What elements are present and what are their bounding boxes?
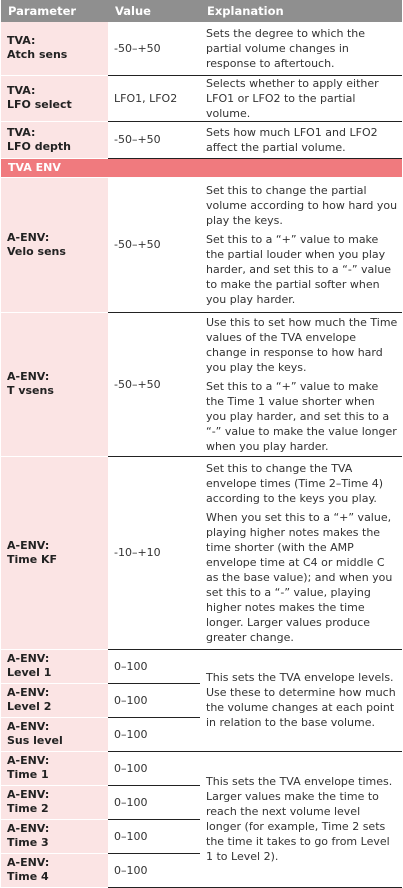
table-row bbox=[1, 312, 402, 456]
param-value: 0–100 bbox=[108, 853, 200, 887]
explanation-paragraph: Set this to a “+” value to make the partial louder when you play harder, and set this to a “-” value to make the partial softer when you play harder. bbox=[206, 232, 392, 306]
param-name: A-ENV: Level 2 bbox=[1, 683, 108, 717]
explanation-paragraph: Set this to change the TVA envelope times (Time 2–Time 4) according to the keys you play. bbox=[206, 461, 384, 505]
param-value: -50–+50 bbox=[108, 22, 200, 75]
header-value: Value bbox=[108, 0, 200, 22]
param-explanation: Sets the degree to which the partial volume changes in response to aftertouch. bbox=[200, 22, 402, 75]
param-name: A-ENV: Sus level bbox=[1, 717, 108, 751]
param-value: -50–+50 bbox=[108, 121, 200, 158]
param-explanation: Sets how much LFO1 and LFO2 affect the partial volume. bbox=[200, 121, 402, 158]
header-explanation: Explanation bbox=[200, 0, 402, 22]
table-row bbox=[1, 75, 402, 121]
param-name: TVA: LFO select bbox=[1, 75, 108, 121]
explanation-paragraph: Set this to change the partial volume according to how hard you play the keys. bbox=[206, 183, 398, 227]
param-value: LFO1, LFO2 bbox=[108, 75, 200, 121]
param-explanation bbox=[200, 312, 402, 456]
table-row bbox=[1, 456, 402, 649]
parameter-table bbox=[1, 0, 402, 888]
param-value: -50–+50 bbox=[108, 312, 200, 456]
param-name: A-ENV: Level 1 bbox=[1, 649, 108, 683]
level-explanation: This sets the TVA envelope levels. Use these to determine how much the volume changes at each point in relation to the base volume. bbox=[200, 649, 402, 751]
section-header-row bbox=[1, 158, 402, 177]
table-row bbox=[1, 751, 402, 785]
param-value: 0–100 bbox=[108, 683, 200, 717]
param-name: A-ENV: Time 2 bbox=[1, 785, 108, 819]
param-name: A-ENV: Time 1 bbox=[1, 751, 108, 785]
param-value: -50–+50 bbox=[108, 177, 200, 312]
table-row bbox=[1, 121, 402, 158]
param-value: 0–100 bbox=[108, 751, 200, 785]
param-name: A-ENV: Time KF bbox=[1, 456, 108, 649]
param-value: 0–100 bbox=[108, 819, 200, 853]
param-name: A-ENV: T vsens bbox=[1, 312, 108, 456]
header-parameter: Parameter bbox=[1, 0, 108, 22]
section-title: TVA ENV bbox=[1, 158, 402, 177]
param-value: -10–+10 bbox=[108, 456, 200, 649]
table-header-row bbox=[1, 0, 402, 22]
param-explanation: Selects whether to apply either LFO1 or LFO2 to the partial volume. bbox=[200, 75, 402, 121]
param-value: 0–100 bbox=[108, 717, 200, 751]
table-row bbox=[1, 177, 402, 312]
param-explanation bbox=[200, 177, 402, 312]
time-explanation: This sets the TVA envelope times. Larger values make the time to reach the next volume level longer (for example, Time 2 sets the time it takes to go from Level 1 to Level 2). bbox=[200, 751, 402, 887]
explanation-paragraph: Set this to a “+” value to make the Time 1 value shorter when you play harder, and set this to a “-” value to make the value longer when you play harder. bbox=[206, 379, 397, 453]
explanation-paragraph: When you set this to a “+” value, playing higher notes makes the time shorter (with the AMP envelope time at C4 or middle C as the base value); and when you set this to a “-” value, playing higher notes makes the time longer. Larger values produce greater change. bbox=[206, 510, 393, 644]
param-name: TVA: LFO depth bbox=[1, 121, 108, 158]
param-name: A-ENV: Velo sens bbox=[1, 177, 108, 312]
param-value: 0–100 bbox=[108, 649, 200, 683]
param-name: TVA: Atch sens bbox=[1, 22, 108, 75]
table-row bbox=[1, 22, 402, 75]
param-value: 0–100 bbox=[108, 785, 200, 819]
param-explanation bbox=[200, 456, 402, 649]
param-name: A-ENV: Time 4 bbox=[1, 853, 108, 887]
table-row bbox=[1, 649, 402, 683]
explanation-paragraph: Use this to set how much the Time values of the TVA envelope change in response to how hard you play the keys. bbox=[206, 315, 398, 374]
param-name: A-ENV: Time 3 bbox=[1, 819, 108, 853]
